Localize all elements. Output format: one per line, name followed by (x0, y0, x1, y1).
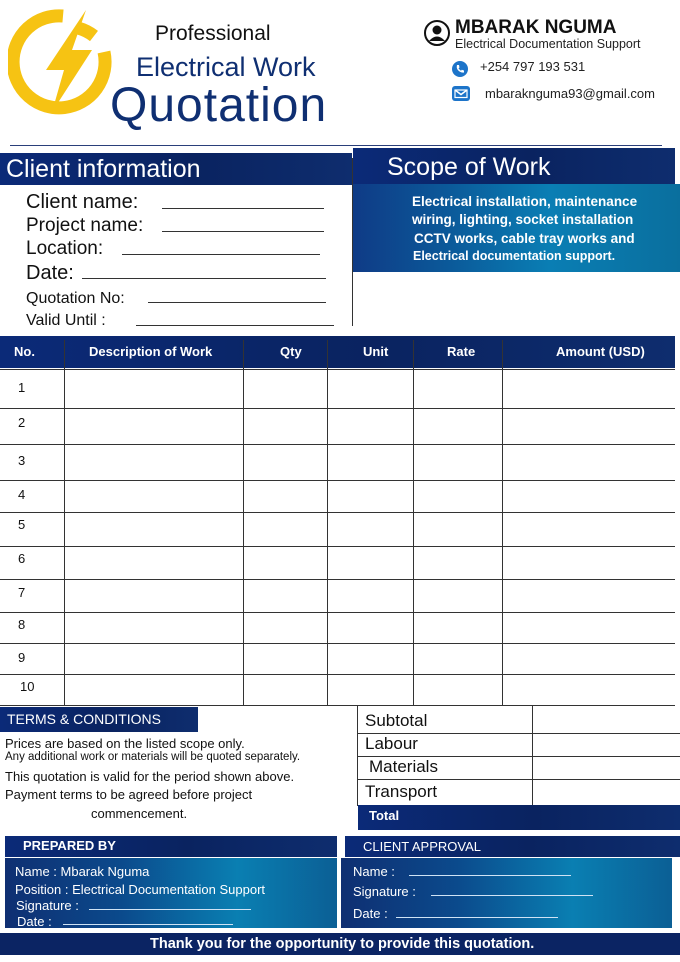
company-subtitle: Electrical Documentation Support (455, 37, 641, 51)
prepared-by-header (5, 836, 337, 857)
table-row-line (0, 674, 675, 675)
table-row-line (0, 612, 675, 613)
table-column-line (327, 340, 328, 706)
scope-line: wiring, lighting, socket installation (412, 212, 634, 227)
col-header-rate: Rate (447, 344, 476, 359)
client-approval-panel (341, 858, 672, 928)
totals-row-line (357, 779, 680, 780)
quotation-no-label: Quotation No: (26, 290, 125, 307)
valid-until-label: Valid Until : (26, 312, 106, 329)
header-divider (10, 145, 662, 146)
transport-label: Transport (365, 782, 438, 801)
table-row-number: 9 (18, 650, 26, 665)
table-row-line (0, 408, 675, 409)
lightning-bolt-icon (8, 6, 118, 122)
table-header (0, 336, 675, 368)
table-row-line (0, 643, 675, 644)
table-column-line (502, 340, 503, 706)
term-line: Payment terms to be agreed before project (5, 787, 253, 802)
footer-band (0, 933, 680, 955)
title-electrical-work: Electrical Work (136, 52, 316, 82)
prepared-name: Name : Mbarak Nguma (15, 864, 150, 879)
valid-until-line (136, 325, 334, 326)
table-row-line (0, 705, 675, 706)
scope-of-work-header (353, 148, 675, 184)
term-line: commencement. (91, 806, 188, 821)
prepared-signature-label: Signature : (16, 898, 79, 913)
client-name-line (162, 208, 324, 209)
total-row (358, 805, 680, 830)
prepared-by-panel (5, 858, 337, 928)
table-column-line (243, 340, 244, 706)
approval-date-line (396, 917, 558, 918)
quotation-no-line (148, 302, 326, 303)
materials-label: Materials (369, 757, 438, 776)
table-row-line (0, 480, 675, 481)
approval-signature-line (431, 895, 593, 896)
term-line: This quotation is valid for the period shown above. (5, 769, 295, 784)
col-header-qty: Qty (280, 344, 302, 359)
client-approval-title: CLIENT APPROVAL (363, 839, 482, 854)
col-header-unit: Unit (363, 344, 389, 359)
date-label: Date: (26, 262, 74, 284)
title-quotation: Quotation (110, 79, 328, 132)
date-line (82, 278, 326, 279)
location-label: Location: (26, 238, 104, 259)
subtotal-label: Subtotal (365, 711, 428, 730)
prepared-date-label: Date : (17, 914, 52, 929)
col-header-description: Description of Work (89, 344, 213, 359)
table-row-line (0, 546, 675, 547)
footer-text: Thank you for the opportunity to provide this quotation. (150, 936, 535, 952)
approval-name-line (409, 875, 571, 876)
term-line: Prices are based on the listed scope only. (5, 736, 245, 751)
table-row-line (0, 369, 675, 370)
table-row-number: 2 (18, 415, 26, 430)
table-row-number: 3 (18, 453, 26, 468)
table-row-number: 10 (20, 679, 35, 694)
client-information-title: Client information (6, 155, 201, 183)
table-row-number: 8 (18, 617, 26, 632)
table-row-number: 4 (18, 487, 26, 502)
table-row-number: 7 (18, 585, 26, 600)
project-name-line (162, 231, 324, 232)
scope-line: CCTV works, cable tray works and (414, 231, 635, 246)
email-icon (452, 86, 470, 101)
title-professional: Professional (155, 22, 271, 45)
scope-of-work-box (353, 184, 680, 272)
terms-header (0, 707, 198, 732)
terms-title: TERMS & CONDITIONS (7, 711, 162, 727)
prepared-date-line (63, 924, 233, 925)
table-row-line (0, 444, 675, 445)
table-row-number: 5 (18, 517, 26, 532)
approval-date-label: Date : (353, 906, 388, 921)
phone-number: +254 797 193 531 (480, 59, 586, 74)
location-line (122, 254, 320, 255)
table-column-line (64, 340, 65, 706)
total-label: Total (369, 808, 400, 823)
table-column-line (413, 340, 414, 706)
phone-icon (452, 61, 468, 77)
client-name-label: Client name: (26, 191, 139, 213)
table-row-line (0, 512, 675, 513)
approval-signature-label: Signature : (353, 884, 416, 899)
table-row-number: 1 (18, 380, 26, 395)
col-header-amount: Amount (USD) (556, 344, 645, 359)
prepared-signature-line (89, 909, 251, 910)
project-name-label: Project name: (26, 215, 144, 236)
company-name: MBARAK NGUMA (455, 17, 617, 38)
labour-label: Labour (365, 734, 418, 753)
col-header-no: No. (14, 344, 35, 359)
client-information-header (0, 153, 352, 185)
scope-line: Electrical documentation support. (413, 249, 616, 263)
client-approval-header (345, 836, 680, 857)
person-icon (424, 20, 450, 46)
approval-name-label: Name : (353, 864, 395, 879)
scope-line: Electrical installation, maintenance (412, 194, 638, 209)
table-row-number: 6 (18, 551, 26, 566)
term-line: Any additional work or materials will be quoted separately. (5, 751, 301, 763)
scope-of-work-title: Scope of Work (387, 153, 551, 181)
email-address: mbaraknguma93@gmail.com (485, 86, 655, 101)
table-row-line (0, 579, 675, 580)
prepared-by-title: PREPARED BY (23, 838, 116, 853)
prepared-position: Position : Electrical Documentation Support (15, 882, 266, 897)
